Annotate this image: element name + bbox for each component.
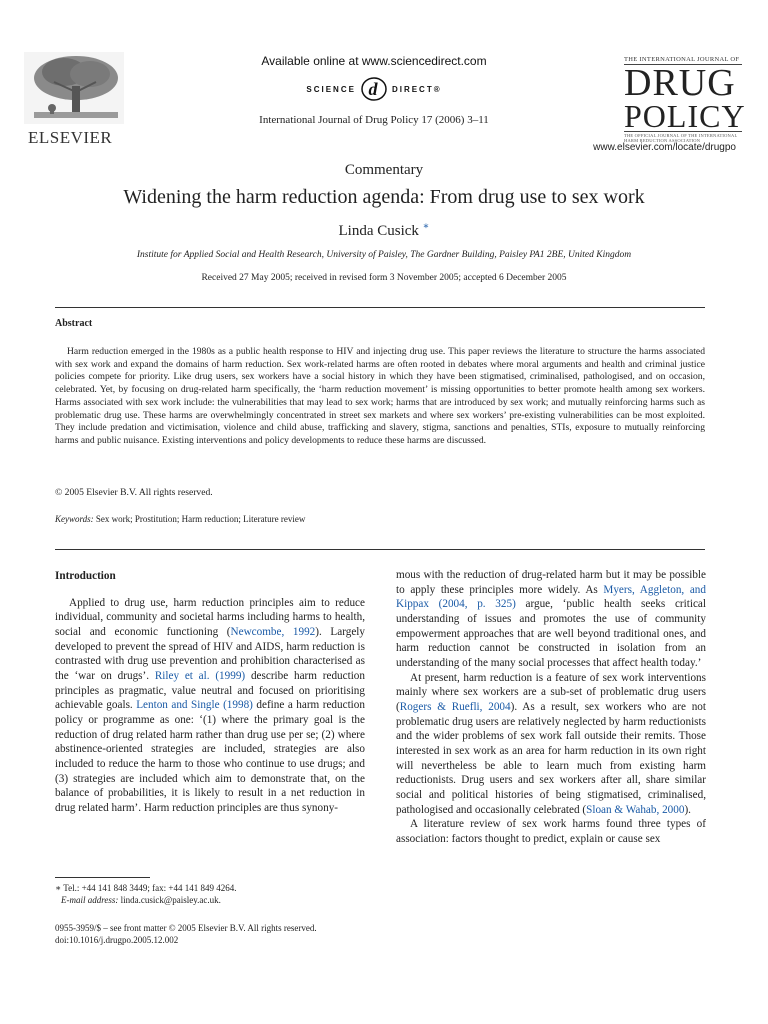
- right-paragraph-3: A literature review of sex work harms found three types of association: factors thought to predict, explain or cause sex: [396, 818, 706, 845]
- journal-reference: International Journal of Drug Policy 17 (2006) 3–11: [259, 114, 489, 126]
- author-footnote-mark[interactable]: ∗: [422, 221, 430, 232]
- footnote-email-label: E-mail address:: [61, 895, 119, 905]
- elsevier-tree-icon: [24, 52, 124, 124]
- body-column-right: [396, 568, 706, 846]
- sciencedirect-icon: [360, 76, 388, 102]
- abstract-text: Harm reduction emerged in the 1980s as a public health response to HIV and injecting drug use. This paper reviews the literature to structure the harms associated with sex work and expand the domains of harm reduction. Sex work-related harms are often rooted in debates where moral arguments and health and criminal justice policies compete for priority. Like drug users, sex workers have a social history in which they have been stigmatised, criminalised, pathologised, and on occasion, celebrated. Yet, by focusing on drug-related harm specifically, the ‘harm reduction movement’ is missing opportunities to better promote health among sex workers. Harms associated with sex work include: the vulnerabilities that may lead to sex work; harms that are introduced by sex work; and mutually reinforcing harms such as problematic drug use. These harms are overwhelmingly concentrated in street sex markets and where sex workers’ pre-existing vulnerabilities can be most exploited. They include predation and victimisation, violence and child abuse, trafficking and slavery, stigma, sanctions and penalties, STIs, exposure to mutually reinforcing harms and public nuisance. Existing interventions and policy developments to reduce these harms are discussed.: [55, 346, 705, 446]
- citation-lenton-single[interactable]: Lenton and Single (1998): [136, 699, 253, 712]
- svg-text:d: d: [368, 79, 380, 99]
- received-dates: Received 27 May 2005; received in revised form 3 November 2005; accepted 6 December 2005: [201, 273, 567, 283]
- section-type: Commentary: [344, 162, 424, 178]
- divider-top: [55, 307, 705, 308]
- citation-rogers-ruefli[interactable]: Rogers & Ruefli, 2004: [399, 700, 511, 713]
- citation-myers[interactable]: Myers, Aggleton, and Kippax (2004, p. 325): [396, 583, 706, 611]
- page-footer: [55, 922, 317, 946]
- sd-right-text: DIRECT: [391, 84, 434, 94]
- body-column-left: [55, 568, 365, 816]
- divider-bottom: [55, 549, 705, 550]
- publisher-name: ELSEVIER: [28, 128, 113, 147]
- citation-riley[interactable]: Riley et al. (1999): [154, 669, 246, 682]
- citation-newcombe[interactable]: Newcombe, 1992: [230, 625, 316, 638]
- available-online-text: Available online at www.sciencedirect.com: [261, 54, 487, 68]
- keywords: [55, 514, 305, 524]
- citation-sloan-wahab[interactable]: Sloan & Wahab, 2000: [586, 803, 685, 816]
- availability-block: [224, 54, 524, 126]
- footnote-tel: Tel.: +44 141 848 3449; fax: +44 141 849 4264.: [63, 883, 237, 893]
- journal-header: [24, 52, 744, 162]
- intro-paragraph-1: Applied to drug use, harm reduction principles aim to reduce individual, community and societal harms including harms to health, social and economic functioning (Newcombe, 1992). Largely developed to prevent the spread of HIV and AIDS, harm reduction is contrasted with drug use prevention and prohibition characterised as the ‘war on drugs’. Riley et al. (1999) describe harm reduction principles as pragmatic, value neutral and focused on prioritising achievable goals. Lenton and Single (1998) define a harm reduction policy or programme as one: ‘(1) where the primary goal is the reduction of drug related harm rather than drug use per se; (2) where abstinence-oriented strategies are included, strategies are also included to reduce the harm to those who continue to use drugs; and (3) strategies are included which aim to demonstrate that, on the balance of probabilities, it is likely to result in a net reduction in drug related harm’. Harm reduction principles are thus synony-: [55, 596, 366, 814]
- right-paragraph-1: mous with the reduction of drug-related harm but it may be possible to apply these principles more widely. As Myers, Aggleton, and Kippax (2004, p. 325) argue, ‘public health seeks critical understanding of issues and promotes the use of community empowerment approaches that are well beyond traditional ones, and harm reduction cannot be constructed in isolation from an understanding of the many social processes that affect health today.’: [396, 569, 707, 669]
- logo-bottom-line: THE OFFICIAL JOURNAL OF THE INTERNATIONAL HARM REDUCTION ASSOCIATION: [624, 131, 742, 143]
- abstract-heading: Abstract: [55, 318, 93, 329]
- intro-heading: Introduction: [55, 570, 116, 582]
- sd-registered-mark: ®: [433, 84, 442, 94]
- logo-word-policy: POLICY: [624, 98, 746, 134]
- author-line: [0, 221, 768, 240]
- logo-word-drug: DRUG: [624, 62, 736, 104]
- footnote-mark: ∗: [55, 883, 62, 893]
- keywords-label: Keywords:: [55, 514, 94, 524]
- abstract-copyright: © 2005 Elsevier B.V. All rights reserved.: [55, 487, 213, 498]
- footer-doi[interactable]: doi:10.1016/j.drugpo.2005.12.002: [55, 935, 179, 945]
- keywords-list: Sex work; Prostitution; Harm reduction; Literature review: [95, 514, 306, 524]
- affiliation: Institute for Applied Social and Health Research, University of Paisley, The Gardner Building, Paisley PA1 2BE, United Kingdom: [136, 250, 632, 260]
- footnote-divider: [55, 877, 150, 878]
- right-paragraph-2: At present, harm reduction is a feature of sex work interventions mainly where sex workers are a sub-set of problematic drug users (Rogers & Ruefli, 2004). As a result, sex workers who are not problematic drug users are relatively neglected by harm reductionists and the wider problems of sex work fall outside their remits. Those interested in sex work as an area for harm reduction in its own right will nevertheless be able to learn much from existing harm reductionists. Drug users and sex workers after all, share similar social and political histories of being stigmatised, criminalised, pathologised and occasionally celebrated (Sloan & Wahab, 2000).: [396, 671, 706, 816]
- author-footnote: [55, 882, 236, 906]
- drug-policy-logo: [624, 56, 746, 143]
- footer-issn: 0955-3959/$ – see front matter © 2005 Elsevier B.V. All rights reserved.: [55, 923, 317, 933]
- sciencedirect-logo: [224, 76, 524, 102]
- article-title: Widening the harm reduction agenda: From drug use to sex work: [123, 186, 645, 208]
- author-name: Linda Cusick: [338, 223, 419, 239]
- elsevier-logo: [24, 52, 134, 148]
- logo-top-line: THE INTERNATIONAL JOURNAL OF: [624, 56, 742, 65]
- journal-url-link[interactable]: www.elsevier.com/locate/drugpo: [593, 142, 736, 153]
- footnote-email[interactable]: linda.cusick@paisley.ac.uk.: [120, 895, 221, 905]
- sd-left-text: SCIENCE: [306, 84, 356, 94]
